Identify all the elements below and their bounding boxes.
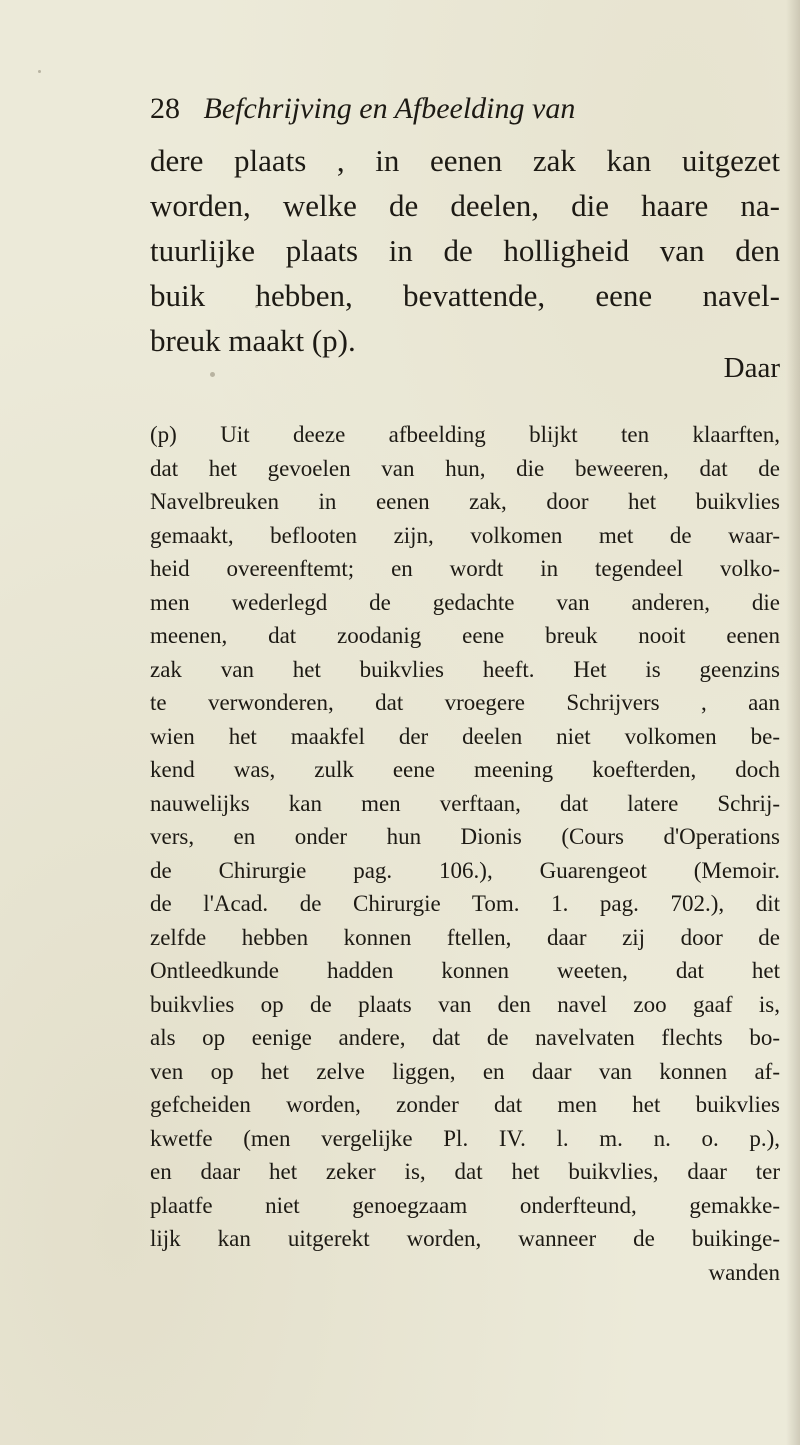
footnote-line: kend was, zulk eene meening koefterden, doch <box>150 757 780 782</box>
paper-speck <box>38 70 41 73</box>
footnote-line: zak van het buikvlies heeft. Het is geenzins <box>150 656 780 682</box>
body-line: dere plaats , in eenen zak kan uitgezet <box>150 143 780 178</box>
footnote-line: men wederlegd de gedachte van anderen, die <box>150 589 780 615</box>
footnote-line: Navelbreuken in eenen zak, door het buikvlies <box>150 489 780 514</box>
footnote-line: Ontleedkunde hadden konnen weeten, dat het <box>150 958 780 983</box>
footnote-line: vers, en onder hun Dionis (Cours d'Operations <box>150 824 780 849</box>
footnote-line: buikvlies op de plaats van den navel zoo gaaf is, <box>150 991 780 1017</box>
body-line: buik hebben, bevattende, eene navel- <box>150 278 780 313</box>
footnote-line: te verwonderen, dat vroegere Schrijvers , aan <box>150 690 780 715</box>
footnote-line: dat het gevoelen van hun, die beweeren, dat de <box>150 455 780 481</box>
footnote-line: (p) Uit deeze afbeelding blijkt ten klaarften, <box>150 422 780 447</box>
footnote-line: en daar het zeker is, dat het buikvlies, daar ter <box>150 1159 780 1184</box>
footnote-line: de l'Acad. de Chirurgie Tom. 1. pag. 702.), dit <box>150 891 780 916</box>
footnote-line: gemaakt, beflooten zijn, volkomen met de waar- <box>150 522 780 548</box>
catchword: Daar <box>723 352 780 384</box>
footnote-line: de Chirurgie pag. 106.), Guarengeot (Memoir. <box>150 857 780 883</box>
footnote <box>150 418 780 1289</box>
footnote-line: meenen, dat zoodanig eene breuk nooit eenen <box>150 623 780 648</box>
footnote-line: zelfde hebben konnen ftellen, daar zij door de <box>150 924 780 950</box>
footnote-line: lijk kan uitgerekt worden, wanneer de buikinge- <box>150 1226 780 1251</box>
main-paragraph <box>150 138 780 363</box>
footnote-line: wien het maakfel der deelen niet volkomen be- <box>150 723 780 749</box>
body-line: breuk maakt (p). <box>150 323 356 358</box>
running-head <box>150 92 710 132</box>
page-edge-shadow <box>786 0 800 1445</box>
footnote-line: heid overeenftemt; en wordt in tegendeel volko- <box>150 556 780 581</box>
body-line: tuurlijke plaats in de holligheid van den <box>150 233 780 268</box>
footnote-line: kwetfe (men vergelijke Pl. IV. l. m. n. o. p.), <box>150 1125 780 1151</box>
footnote-line: nauwelijks kan men verftaan, dat latere Schrij- <box>150 790 780 816</box>
footnote-line: als op eenige andere, dat de navelvaten flechts bo- <box>150 1025 780 1050</box>
footnote-line: plaatfe niet genoegzaam onderfteund, gemakke- <box>150 1192 780 1218</box>
footnote-line: gefcheiden worden, zonder dat men het buikvlies <box>150 1092 780 1117</box>
page-number: 28 <box>150 92 180 125</box>
footnote-line: ven op het zelve liggen, en daar van konnen af- <box>150 1058 780 1084</box>
running-title: Befchrijving en Afbeelding van <box>203 92 576 125</box>
footnote-line: wanden <box>708 1259 780 1285</box>
body-line: worden, welke de deelen, die haare na- <box>150 188 780 223</box>
